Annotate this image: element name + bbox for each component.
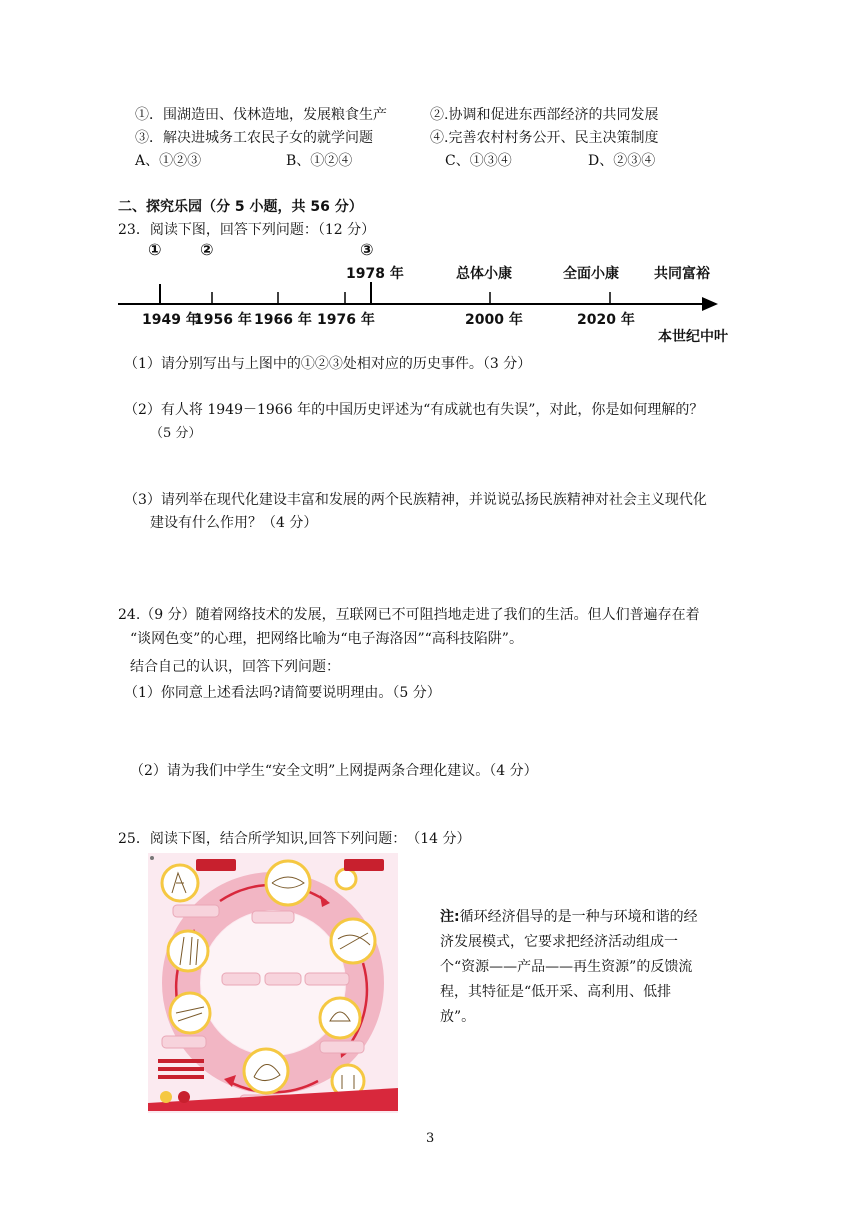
- timeline-marker-2: ②: [200, 240, 214, 259]
- q22-option-2: ②.协调和促进东西部经济的共同发展: [430, 107, 659, 123]
- section-title: 二、探究乐园（分 5 小题，共 56 分）: [118, 199, 363, 215]
- timeline-year-1949: 1949 年: [142, 312, 200, 328]
- q24-stem-line1: 24.（9 分）随着网络技术的发展，互联网已不可阻挡地走进了我们的生活。但人们普遍存在着: [118, 607, 700, 623]
- q25-note-label: 注:: [440, 909, 460, 925]
- timeline-end-label: 本世纪中叶: [658, 329, 728, 345]
- q23-sub3-cont: 建设有什么作用？（4 分）: [150, 515, 318, 531]
- q24-sub2: （2）请为我们中学生“安全文明”上网提两条合理化建议。（4 分）: [130, 763, 538, 779]
- timeline-year-2020: 2020 年: [577, 312, 635, 328]
- q22-option-3: ③．解决进城务工农民子女的就学问题: [135, 130, 373, 146]
- circular-economy-diagram: [148, 853, 398, 1113]
- q22-choice-b: B、①②④: [286, 153, 353, 169]
- page-number: 3: [426, 1131, 435, 1146]
- timeline-year-1966: 1966 年: [254, 312, 312, 328]
- q22-option-1: ①．围湖造田、伐林造地，发展粮食生产: [135, 107, 387, 123]
- q25-note-text: 循环经济倡导的是一种与环境和谐的经济发展模式，它要求把经济活动组成一个“资源——产品——再生资源”的反馈流程，其特征是“低开采、高利用、低排放”。: [440, 909, 698, 1025]
- q23-sub2: （2）有人将 1949－1966 年的中国历史评述为“有成就也有失误”，对此，你是如何理解的？: [124, 402, 704, 418]
- timeline-marker-1: ①: [148, 240, 162, 259]
- timeline-stage-3: 共同富裕: [654, 266, 710, 282]
- timeline-axis: [0, 0, 860, 360]
- q22-choice-d: D、②③④: [588, 153, 656, 169]
- q24-sub1: （1）你同意上述看法吗?请简要说明理由。（5 分）: [124, 685, 441, 701]
- q23-sub3: （3）请列举在现代化建设丰富和发展的两个民族精神，并说说弘扬民族精神对社会主义现代化: [124, 492, 707, 508]
- timeline-stage-1: 总体小康: [456, 266, 512, 282]
- q23-sub2-score: （5 分）: [150, 426, 202, 441]
- timeline-year-1976: 1976 年: [317, 312, 375, 328]
- timeline-year-1956: 1956 年: [194, 312, 252, 328]
- timeline-year-2000: 2000 年: [465, 312, 523, 328]
- q24-stem-line2: “谈网色变”的心理，把网络比喻为“电子海洛因”“高科技陷阱”。: [130, 631, 523, 647]
- timeline-marker-3: ③: [360, 240, 374, 259]
- q22-choice-a: A、①②③: [135, 153, 202, 169]
- q23-sub1: （1）请分别写出与上图中的①②③处相对应的历史事件。（3 分）: [124, 356, 532, 372]
- timeline-1978-label: 1978 年: [346, 266, 404, 282]
- timeline-stage-2: 全面小康: [563, 266, 619, 282]
- q23-stem: 23．阅读下图，回答下列问题：（12 分）: [118, 222, 376, 238]
- q25-stem: 25．阅读下图，结合所学知识,回答下列问题： （14 分）: [118, 831, 471, 847]
- q24-stem-line3: 结合自己的认识，回答下列问题：: [130, 659, 340, 675]
- q22-option-4: ④.完善农村村务公开、民主决策制度: [430, 130, 659, 146]
- q22-choice-c: C、①③④: [445, 153, 512, 169]
- q25-note: [440, 905, 700, 1030]
